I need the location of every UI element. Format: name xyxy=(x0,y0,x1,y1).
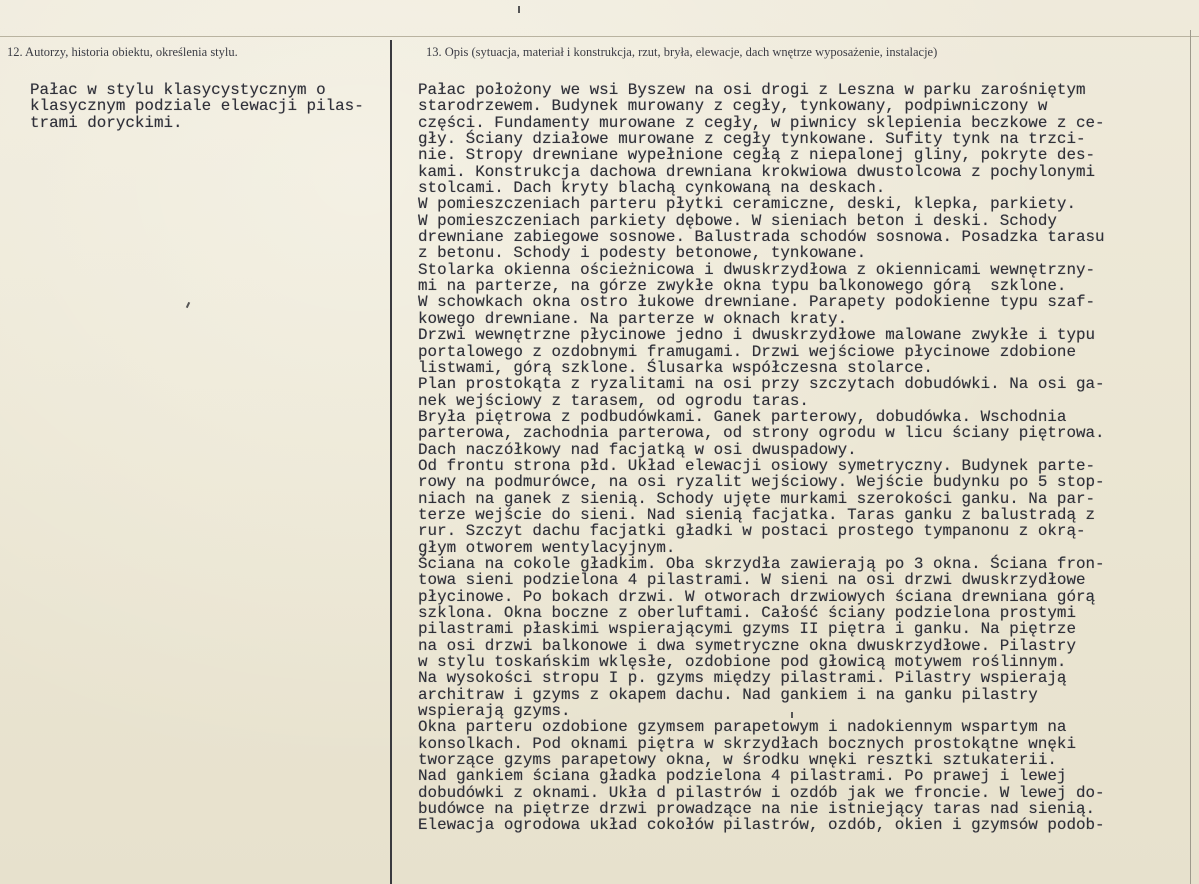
typed-line: mi na parterze, na górze zwykłe okna typu balkonowego górą szklone. xyxy=(418,277,1067,296)
typed-line: głym otworem wentylacyjnym. xyxy=(418,538,676,557)
pen-mark xyxy=(186,302,190,308)
section-12-typed-text xyxy=(30,82,364,131)
typed-line: nie. Stropy drewniane wypełnione cegłą z niepalonej gliny, pokryte des- xyxy=(418,146,1096,165)
typed-line: tworzące gzyms parapetowy okna, w środku wnęki resztki sztukaterii. xyxy=(418,751,1057,770)
typed-line: dobudówki z oknami. Ukła d pilastrów i ozdób jak we froncie. W lewej do- xyxy=(418,783,1105,802)
typed-line: rur. Szczyt dachu facjatki gładki w postaci prostego tympanonu z okrą- xyxy=(418,522,1086,541)
typed-line: Na wysokości stropu I p. gzyms między pilastrami. Pilastry wspierają xyxy=(418,669,1067,688)
typed-line: płycinowe. Po bokach drzwi. W otworach drzwiowych ściana drewniana górą xyxy=(418,587,1096,606)
typed-line: Dach naczółkowy nad facjatką w osi dwuspadowy. xyxy=(418,440,857,459)
typed-line: terze wejście do sieni. Nad sienią facjatka. Taras ganku z balustradą z xyxy=(418,505,1096,524)
typed-line: rowy na podmurówce, na osi ryzalit wejściowy. Wejście budynku po 5 stop- xyxy=(418,473,1105,492)
pen-mark xyxy=(518,6,520,13)
typed-line: drewniane zabiegowe sosnowe. Balustrada schodów sosnowa. Posadzka tarasu xyxy=(418,228,1105,247)
typed-line: Bryła piętrowa z podbudówkami. Ganek parterowy, dobudówka. Wschodnia xyxy=(418,407,1067,426)
typed-line: listwami, górą szklone. Ślusarka współczesna stolarce. xyxy=(418,358,933,377)
typed-line: Elewacja ogrodowa układ cokołów pilastrów, ozdób, okien i gzymsów podob- xyxy=(418,816,1105,835)
typed-line: części. Fundamenty murowane z cegły, w piwnicy sklepienia beczkowe z ce- xyxy=(418,113,1105,132)
typed-line: gły. Ściany działowe murowane z cegły tynkowane. Sufity tynk na trzci- xyxy=(418,130,1086,149)
typed-line: architraw i gzyms z okapem dachu. Nad gankiem i na ganku pilastry xyxy=(418,685,1038,704)
typed-line: na osi drzwi balkonowe i dwa symetryczne okna dwuskrzydłowe. Pilastry xyxy=(418,636,1076,655)
typed-line: Okna parteru ozdobione gzymsem parapetowym i nadokiennym wspartym na xyxy=(418,718,1067,737)
typed-line: kowego drewniane. Na parterze w oknach kraty. xyxy=(418,309,848,328)
typed-line: Stolarka okienna ościeżnicowa i dwuskrzydłowa z okiennicami wewnętrzny- xyxy=(418,260,1096,279)
section-13-typed-text xyxy=(418,82,1105,834)
typed-line: Od frontu strona płd. Układ elewacji osiowy symetryczny. Budynek parte- xyxy=(418,456,1096,475)
typed-line: pilastrami płaskimi wspierającymi gzyms II piętra i ganku. Na piętrze xyxy=(418,620,1076,639)
typed-line: trami doryckimi. xyxy=(30,113,183,132)
column-divider xyxy=(390,40,392,884)
typed-line: stolcami. Dach kryty blachą cynkowaną na deskach. xyxy=(418,179,886,198)
typed-line: Pałac położony we wsi Byszew na osi drogi z Leszna w parku zarośniętym xyxy=(418,81,1086,99)
typed-line: budówce na piętrze drzwi prowadzące na nie istniejący taras nad sienią. xyxy=(418,800,1096,819)
typed-line: W pomieszczeniach parteru płytki ceramiczne, deski, klepka, parkiety. xyxy=(418,195,1076,214)
typed-line: Drzwi wewnętrzne płycinowe jedno i dwuskrzydłowe malowane zwykłe i typu xyxy=(418,326,1096,345)
typed-line: Ściana na cokole gładkim. Oba skrzydła zawierają po 3 okna. Ściana fron- xyxy=(418,554,1105,573)
typed-line: wspierają gzyms. xyxy=(418,702,571,721)
typed-line: portalowego z ozdobnymi framugami. Drzwi wejściowe płycinowe zdobione xyxy=(418,342,1076,361)
typed-line: konsolkach. Pod oknami piętra w skrzydłach bocznych prostokątne wnęki xyxy=(418,734,1076,753)
typed-line: klasycznym podziale elewacji pilas- xyxy=(30,97,364,116)
typed-line: nek wejściowy z tarasem, od ogrodu taras. xyxy=(418,391,809,410)
typed-line: Nad gankiem ściana gładka podzielona 4 pilastrami. Po prawej i lewej xyxy=(418,767,1067,786)
typed-line: W pomieszczeniach parkiety dębowe. W sieniach beton i deski. Schody xyxy=(418,211,1057,230)
typed-line: z betonu. Schody i podesty betonowe, tynkowane. xyxy=(418,244,867,263)
typed-line: Plan prostokąta z ryzalitami na osi przy szczytach dobudówki. Na osi ga- xyxy=(418,375,1105,394)
right-edge-line xyxy=(1190,30,1191,884)
typed-line: w stylu toskańskim wklęsłe, ozdobione pod głowicą motywem roślinnym. xyxy=(418,653,1067,672)
section-13-header: 13. Opis (sytuacja, materiał i konstrukcja, rzut, bryła, elewacje, dach wnętrze wyposażenie, instalacje) xyxy=(426,45,938,59)
typed-line: Pałac w stylu klasycystycznym o xyxy=(30,81,326,99)
typed-line: szklona. Okna boczne z oberluftami. Całość ściany podzielona prostymi xyxy=(418,604,1076,622)
section-12-header: 12. Autorzy, historia obiektu, określenia stylu. xyxy=(7,45,238,59)
typed-line: parterowa, zachodnia parterowa, od strony ogrodu w licu ściany piętrowa. xyxy=(418,424,1105,443)
typed-line: W schowkach okna ostro łukowe drewniane. Parapety podokienne typu szaf- xyxy=(418,293,1096,312)
header-rule xyxy=(0,36,1199,37)
typed-line: kami. Konstrukcja dachowa drewniana krokwiowa dwustolcowa z pochylonymi xyxy=(418,162,1096,181)
typed-line: niach na ganek z sienią. Schody ujęte murkami szerokości ganku. Na par- xyxy=(418,489,1096,508)
typed-line: starodrzewem. Budynek murowany z cegły, tynkowany, podpiwniczony w xyxy=(418,97,1048,116)
typed-line: towa sieni podzielona 4 pilastrami. W sieni na osi drzwi dwuskrzydłowe xyxy=(418,571,1086,590)
